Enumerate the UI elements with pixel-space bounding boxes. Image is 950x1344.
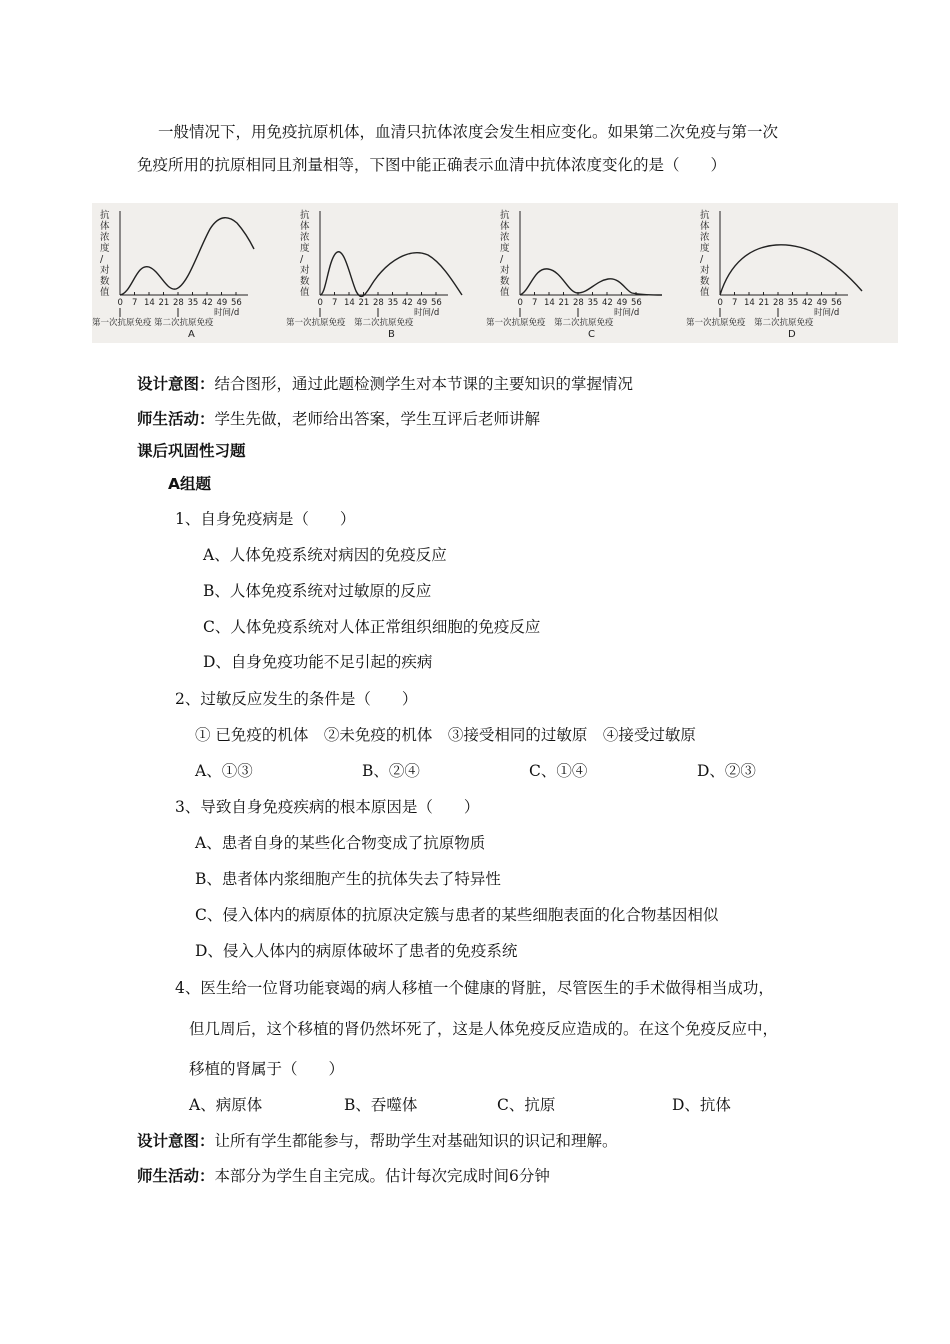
- x-tick-label: 56: [231, 298, 242, 308]
- graph-b: [286, 203, 492, 343]
- x-axis-unit-label: 时间/d: [814, 308, 840, 318]
- x-axis-unit-label: 时间/d: [414, 308, 440, 318]
- antibody-curve: [120, 218, 254, 295]
- panel-letter: A: [188, 329, 195, 340]
- x-tick-label: 0: [317, 298, 323, 308]
- antibody-curve: [720, 245, 862, 295]
- x-tick-label: 28: [773, 298, 784, 308]
- x-tick-label: 14: [544, 298, 555, 308]
- y-axis-label-char: 数: [100, 276, 110, 287]
- x-tick-label: 49: [816, 298, 828, 308]
- x-tick-label: 21: [358, 298, 370, 308]
- x-tick-label: 42: [202, 298, 213, 308]
- x-tick-label: 42: [602, 298, 613, 308]
- x-tick-label: 56: [631, 298, 642, 308]
- x-tick-label: 0: [717, 298, 723, 308]
- design-intent-label: 设计意图：: [137, 375, 215, 393]
- y-axis-label-char: 体: [700, 221, 710, 232]
- x-tick-label: 14: [344, 298, 355, 308]
- x-tick-label: 56: [831, 298, 842, 308]
- q4-line-2: 但几周后，这个移植的肾仍然坏死了，这是人体免疫反应造成的。在这个免疫反应中，: [189, 1020, 779, 1038]
- q4-line-1: 4、医生给一位肾功能衰竭的病人移植一个健康的肾脏，尽管医生的手术做得相当成功，: [175, 979, 774, 997]
- activity-text: 学生先做，老师给出答案，学生互评后老师讲解: [214, 410, 541, 428]
- x-axis-unit-label: 时间/d: [614, 308, 640, 318]
- panel-letter: C: [588, 329, 595, 340]
- q2-option-b: B、②④: [362, 762, 420, 780]
- y-axis-label-char: 浓: [300, 232, 310, 243]
- x-tick-label: 56: [431, 298, 442, 308]
- x-tick-label: 35: [787, 298, 799, 308]
- q1-option-b: B、人体免疫系统对过敏原的反应: [203, 582, 432, 600]
- q1-option-d: D、自身免疫功能不足引起的疾病: [203, 653, 433, 671]
- graph-panel-b: [286, 203, 492, 343]
- graph-c: [486, 203, 692, 343]
- graph-panel-c: [486, 203, 692, 343]
- x-tick-label: 49: [616, 298, 628, 308]
- y-axis-label-char: 值: [300, 287, 310, 298]
- y-axis-label-char: 数: [500, 276, 510, 287]
- y-axis-label-char: /: [300, 254, 304, 265]
- y-axis-label-char: 度: [100, 243, 110, 254]
- x-tick-label: 42: [402, 298, 413, 308]
- y-axis-label-char: 抗: [100, 210, 110, 221]
- activity-label: 师生活动：: [137, 1167, 215, 1185]
- first-antigen-label: 第一次抗原免疫: [92, 318, 152, 328]
- q1-option-c: C、人体免疫系统对人体正常组织细胞的免疫反应: [203, 618, 541, 636]
- design-intent-1: [137, 374, 633, 394]
- y-axis-label-char: 对: [500, 265, 510, 276]
- y-axis-label-char: 对: [100, 265, 110, 276]
- y-axis-label-char: 对: [300, 265, 310, 276]
- x-axis-unit-label: 时间/d: [214, 308, 240, 318]
- design-intent-text: 让所有学生都能参与，帮助学生对基础知识的识记和理解。: [214, 1132, 618, 1150]
- q2-option-a: A、①③: [195, 762, 253, 780]
- first-antigen-label: 第一次抗原免疫: [686, 318, 746, 328]
- x-tick-label: 28: [173, 298, 184, 308]
- q1-option-a: A、人体免疫系统对病因的免疫反应: [203, 546, 447, 564]
- x-tick-label: 35: [387, 298, 399, 308]
- y-axis-label-char: 抗: [500, 210, 510, 221]
- y-axis-label-char: 抗: [700, 210, 710, 221]
- first-antigen-label: 第一次抗原免疫: [486, 318, 546, 328]
- q3-option-b: B、患者体内浆细胞产生的抗体失去了特异性: [195, 870, 501, 888]
- q3-option-a: A、患者自身的某些化合物变成了抗原物质: [195, 834, 486, 852]
- section-title: 课后巩固性习题: [137, 442, 246, 460]
- x-tick-label: 21: [158, 298, 170, 308]
- activity-label: 师生活动：: [137, 410, 215, 428]
- y-axis-label-char: 浓: [500, 232, 510, 243]
- intro-line-1: 一般情况下，用免疫抗原机体，血清只抗体浓度会发生相应变化。如果第二次免疫与第一次: [158, 123, 779, 141]
- second-antigen-label: 第二次抗原免疫: [354, 318, 414, 328]
- q4-option-a: A、病原体: [189, 1096, 263, 1114]
- x-tick-label: 0: [517, 298, 523, 308]
- panel-letter: D: [788, 329, 796, 340]
- panel-letter: B: [388, 329, 395, 340]
- y-axis-label-char: /: [100, 254, 104, 265]
- x-tick-label: 7: [532, 298, 538, 308]
- x-tick-label: 21: [758, 298, 770, 308]
- x-tick-label: 14: [144, 298, 155, 308]
- y-axis-label-char: 体: [100, 221, 110, 232]
- q1-stem: 1、自身免疫病是（ ）: [175, 510, 356, 528]
- x-tick-label: 35: [187, 298, 199, 308]
- first-antigen-label: 第一次抗原免疫: [286, 318, 346, 328]
- x-tick-label: 28: [373, 298, 384, 308]
- q3-stem: 3、导致自身免疫疾病的根本原因是（ ）: [175, 798, 480, 816]
- q2-option-d: D、②③: [697, 762, 756, 780]
- y-axis-label-char: /: [700, 254, 704, 265]
- x-tick-label: 35: [587, 298, 599, 308]
- y-axis-label-char: 数: [700, 276, 710, 287]
- x-tick-label: 7: [332, 298, 338, 308]
- group-title: A组题: [168, 475, 211, 493]
- design-intent-2: [137, 1131, 618, 1151]
- design-intent-label: 设计意图：: [137, 1132, 215, 1150]
- x-tick-label: 14: [744, 298, 755, 308]
- x-tick-label: 49: [416, 298, 428, 308]
- y-axis-label-char: 度: [500, 243, 510, 254]
- x-tick-label: 0: [117, 298, 123, 308]
- y-axis-label-char: 值: [100, 287, 110, 298]
- x-tick-label: 42: [802, 298, 813, 308]
- second-antigen-label: 第二次抗原免疫: [554, 318, 614, 328]
- y-axis-label-char: 抗: [300, 210, 310, 221]
- intro-line-2: 免疫所用的抗原相同且剂量相等，下图中能正确表示血清中抗体浓度变化的是（ ）: [137, 156, 727, 174]
- antibody-curve: [520, 269, 662, 295]
- y-axis-label-char: 值: [700, 287, 710, 298]
- x-tick-label: 28: [573, 298, 584, 308]
- y-axis-label-char: 体: [300, 221, 310, 232]
- antibody-curve: [320, 252, 462, 297]
- y-axis-label-char: 体: [500, 221, 510, 232]
- y-axis-label-char: 数: [300, 276, 310, 287]
- q2-option-c: C、①④: [529, 762, 588, 780]
- y-axis-label-char: /: [500, 254, 504, 265]
- activity-2: [137, 1166, 550, 1186]
- graph-panel-d: [686, 203, 892, 343]
- y-axis-label-char: 值: [500, 287, 510, 298]
- graph-a: [92, 203, 292, 343]
- activity-1: [137, 409, 540, 429]
- y-axis-label-char: 浓: [100, 232, 110, 243]
- second-antigen-label: 第二次抗原免疫: [154, 318, 214, 328]
- second-antigen-label: 第二次抗原免疫: [754, 318, 814, 328]
- x-tick-label: 7: [732, 298, 738, 308]
- antibody-figure: [92, 203, 898, 343]
- y-axis-label-char: 度: [700, 243, 710, 254]
- q4-option-d: D、抗体: [672, 1096, 731, 1114]
- q2-items: ① 已免疫的机体 ②未免疫的机体 ③接受相同的过敏原 ④接受过敏原: [195, 726, 696, 744]
- activity-text: 本部分为学生自主完成。估计每次完成时间6分钟: [214, 1167, 550, 1185]
- y-axis-label-char: 浓: [700, 232, 710, 243]
- y-axis-label-char: 对: [700, 265, 710, 276]
- graph-d: [686, 203, 892, 343]
- q3-option-c: C、侵入体内的病原体的抗原决定簇与患者的某些细胞表面的化合物基因相似: [195, 906, 719, 924]
- design-intent-text: 结合图形，通过此题检测学生对本节课的主要知识的掌握情况: [214, 375, 634, 393]
- x-tick-label: 7: [132, 298, 138, 308]
- graph-panel-a: [92, 203, 292, 343]
- q2-stem: 2、过敏反应发生的条件是（ ）: [175, 690, 418, 708]
- q4-option-b: B、吞噬体: [344, 1096, 418, 1114]
- q4-option-c: C、抗原: [497, 1096, 556, 1114]
- y-axis-label-char: 度: [300, 243, 310, 254]
- x-tick-label: 21: [558, 298, 570, 308]
- x-tick-label: 49: [216, 298, 228, 308]
- q4-line-3: 移植的肾属于（ ）: [189, 1060, 345, 1078]
- q3-option-d: D、侵入人体内的病原体破坏了患者的免疫系统: [195, 942, 518, 960]
